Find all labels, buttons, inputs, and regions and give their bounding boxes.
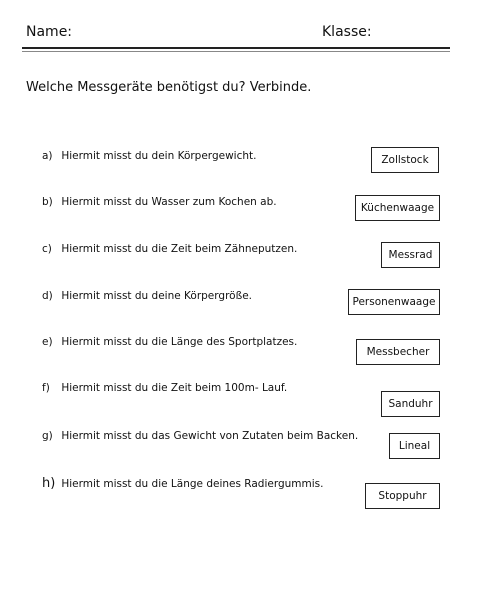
name-label: Name: [26, 24, 73, 40]
question-d [42, 290, 252, 302]
question-e [42, 336, 297, 348]
question-letter: c) [42, 243, 52, 255]
question-text: Hiermit misst du die Länge des Sportplatzes. [61, 336, 298, 348]
instruction-text: Welche Messgeräte benötigst du? Verbinde. [26, 80, 312, 95]
question-text: Hiermit misst du Wasser zum Kochen ab. [61, 196, 277, 208]
question-text: Hiermit misst du deine Körpergröße. [61, 290, 252, 302]
question-a [42, 150, 256, 162]
question-letter: g) [42, 430, 53, 442]
question-letter: e) [42, 336, 53, 348]
question-g [42, 430, 358, 442]
class-label: Klasse: [322, 24, 372, 40]
question-letter: f) [42, 382, 50, 394]
question-letter: h) [42, 476, 56, 491]
question-letter: d) [42, 290, 53, 302]
question-b [42, 196, 277, 208]
question-text: Hiermit misst du die Zeit beim 100m- Lauf. [61, 382, 288, 394]
answer-box-lineal[interactable]: Lineal [389, 433, 440, 459]
answer-box-messbecher[interactable]: Messbecher [356, 339, 440, 365]
question-text: Hiermit misst du dein Körpergewicht. [61, 150, 257, 162]
question-letter: a) [42, 150, 53, 162]
question-text: Hiermit misst du das Gewicht von Zutaten beim Backen. [61, 430, 359, 442]
answer-box-personenwaage[interactable]: Personenwaage [348, 289, 440, 315]
answer-box-sanduhr[interactable]: Sanduhr [381, 391, 440, 417]
question-text: Hiermit misst du die Zeit beim Zähneputzen. [61, 243, 298, 255]
answer-box-kuechenwaage[interactable]: Küchenwaage [355, 195, 440, 221]
answer-box-zollstock[interactable]: Zollstock [371, 147, 439, 173]
header-divider [22, 47, 450, 49]
answer-box-messrad[interactable]: Messrad [381, 242, 440, 268]
question-c [42, 243, 297, 255]
question-text: Hiermit misst du die Länge deines Radiergummis. [61, 478, 324, 490]
answer-box-stoppuhr[interactable]: Stoppuhr [365, 483, 440, 509]
question-h [42, 476, 323, 491]
question-f [42, 382, 287, 394]
header-divider-thin [22, 51, 450, 52]
question-letter: b) [42, 196, 53, 208]
